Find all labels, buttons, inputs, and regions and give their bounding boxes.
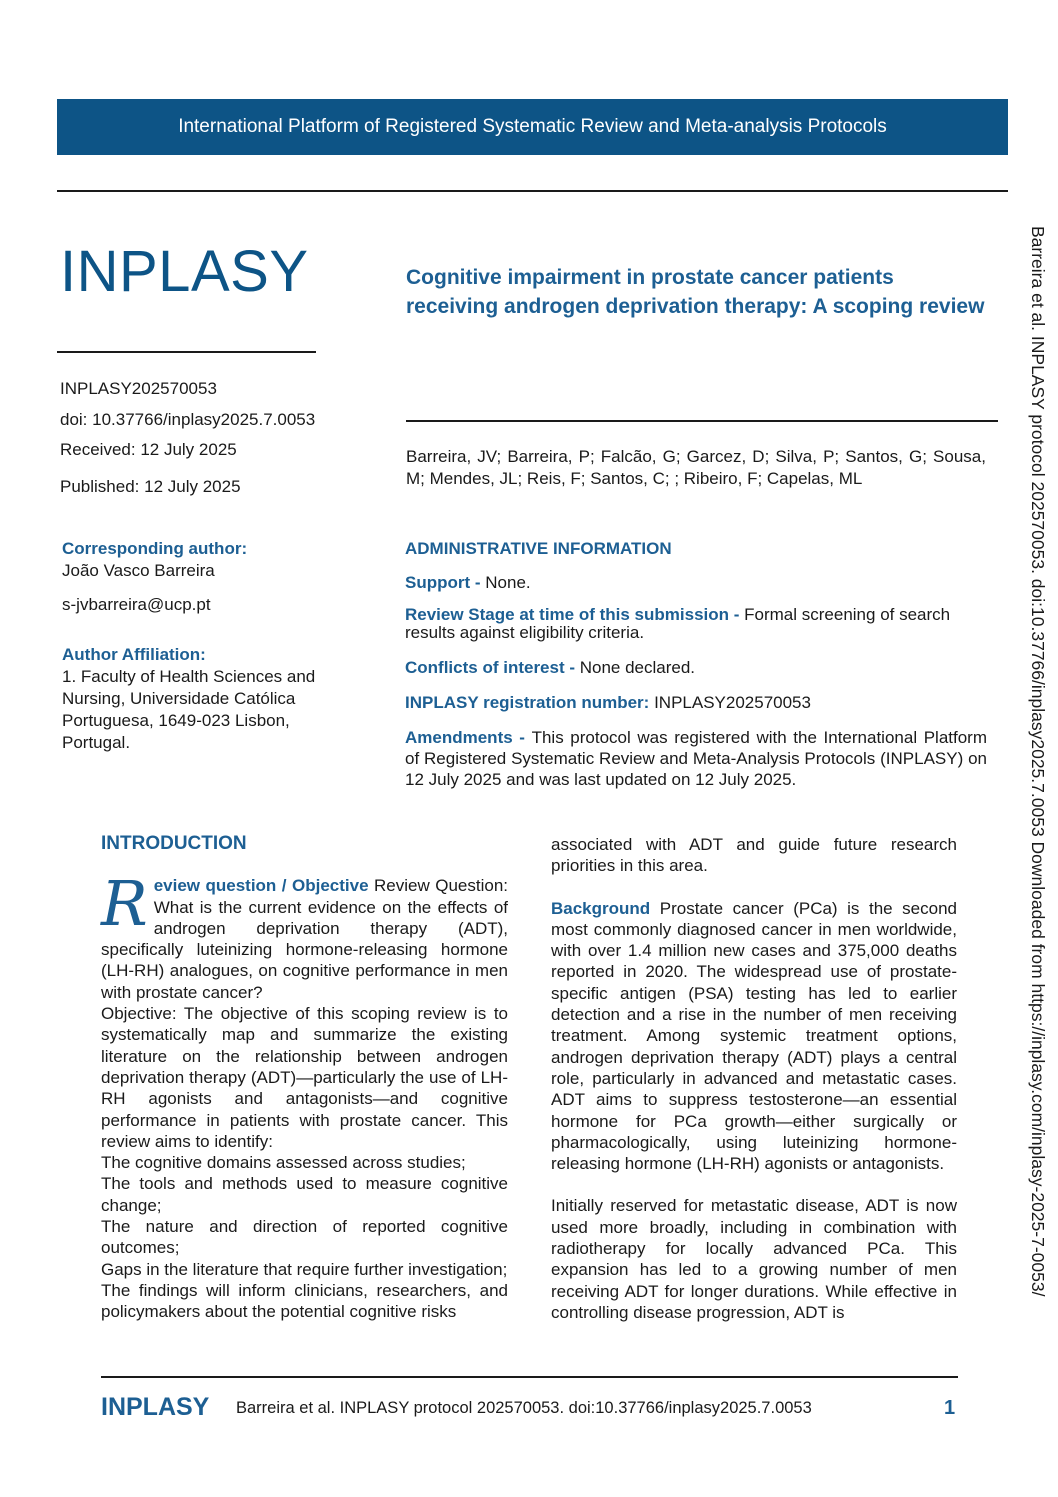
- objective-item-3: The nature and direction of reported cognitive outcomes;: [101, 1217, 508, 1258]
- objective-paragraph: Objective: The objective of this scoping review is to systematically map and summarize the existing literature on the relationship between androgen deprivation therapy (ADT)—particularly the use of LH-RH agonists and antagonists—and cognitive performance in patients with prostate cancer. This review aims to identify:: [101, 1004, 508, 1151]
- header-banner: International Platform of Registered Systematic Review and Meta-analysis Protocols: [57, 99, 1008, 155]
- objective-item-2: The tools and methods used to measure cognitive change;: [101, 1174, 508, 1215]
- corresponding-author: [62, 538, 352, 616]
- intro-column-left: [101, 833, 508, 1323]
- brand-logo: INPLASY: [60, 239, 309, 304]
- review-stage-value: Formal screening of search results against eligibility criteria.: [405, 605, 951, 642]
- corresponding-heading: Corresponding author:: [62, 539, 248, 558]
- background-label: Background: [551, 898, 651, 918]
- objective-item-4: Gaps in the literature that require further investigation;: [101, 1259, 508, 1279]
- support-value: None.: [485, 573, 531, 592]
- footer-citation: Barreira et al. INPLASY protocol 202570053. doi:10.37766/inplasy2025.7.0053: [236, 1399, 812, 1417]
- admin-heading: [405, 538, 987, 559]
- intro-heading: INTRODUCTION: [101, 833, 247, 854]
- conflicts-value: None declared.: [579, 658, 696, 677]
- top-divider: [57, 190, 1008, 192]
- corresponding-email: s-jvbarreira@ucp.pt: [62, 595, 211, 614]
- findings-paragraph: The findings will inform clinicians, researchers, and policymakers about the potential cognitive risks: [101, 1280, 508, 1322]
- registration-id: INPLASY202570053: [60, 379, 217, 398]
- admin-title: ADMINISTRATIVE INFORMATION: [405, 539, 672, 558]
- support-row: [405, 572, 987, 593]
- registration-value: INPLASY202570053: [654, 693, 811, 712]
- amendments-row: [405, 727, 987, 790]
- doi: doi: 10.37766/inplasy2025.7.0053: [60, 410, 316, 429]
- paper-title: Cognitive impairment in prostate cancer patients receiving androgen deprivation therapy: A scoping review: [406, 266, 985, 318]
- intro-column-right: [551, 834, 957, 1323]
- title-divider: [406, 420, 998, 422]
- conflicts-row: [405, 657, 987, 678]
- support-label: Support -: [405, 573, 486, 592]
- corresponding-name: João Vasco Barreira: [62, 561, 215, 580]
- affiliation-heading: Author Affiliation:: [62, 645, 206, 664]
- page-number: 1: [944, 1397, 956, 1419]
- amendments-value: This protocol was registered with the International Platform of Registered Systematic Review and Meta-Analysis Protocols (INPLASY) on 12 July 2025 and was last updated on 12 July 2025.: [405, 728, 987, 789]
- brand-underline: [57, 351, 316, 353]
- registration-label: INPLASY registration number:: [405, 693, 655, 712]
- objective-item-1: The cognitive domains assessed across studies;: [101, 1153, 466, 1173]
- author-list: Barreira, JV; Barreira, P; Falcão, G; Garcez, D; Silva, P; Santos, G; Sousa, M; Mendes, JL; Reis, F; Santos, C; ; Ribeiro, F; Capelas, ML: [406, 447, 986, 488]
- background-paragraph: [551, 898, 957, 1175]
- background-text: Prostate cancer (PCa) is the second most commonly diagnosed cancer in men worldwide, with over 1.4 million new cases and 375,000 deaths reported in 2020. The widespread use of prostate-specific antigen (PSA) testing has led to earlier detection and a rise in the number of men receiving treatment. Among systemic treatment options, androgen deprivation therapy (ADT) plays a central role, particularly in advanced and metastatic cases. ADT aims to suppress testosterone—an essential hormone for PCa growth—either surgically or pharmacologically, using luteinizing hormone-releasing hormone (LH-RH) agonists or antagonists.: [551, 898, 957, 1174]
- continued-text: associated with ADT and guide future research priorities in this area.: [551, 835, 957, 876]
- received-date: Received: 12 July 2025: [60, 440, 237, 459]
- review-question-label: eview question / Objective: [153, 876, 369, 896]
- review-stage-label: Review Stage at time of this submission -: [405, 605, 745, 624]
- registration-row: [405, 692, 987, 713]
- side-citation: Barreira et al. INPLASY protocol 202570053. doi:10.37766/inplasy2025.7.0053 Downloaded from https://inplasy.com/inplasy-2025-7-0053/: [1028, 226, 1048, 1297]
- footer-brand: INPLASY: [101, 1393, 210, 1421]
- amendments-label: Amendments -: [405, 728, 532, 747]
- review-question-paragraph: [101, 867, 508, 1003]
- review-question-text: Review Question: What is the current evidence on the effects of androgen deprivation therapy (ADT), specifically luteinizing hormone-releasing hormone (LH-RH) analogues, on cognitive performance in men with prostate cancer?: [101, 876, 508, 1002]
- author-affiliation: [62, 644, 352, 754]
- footer-divider: [101, 1376, 958, 1378]
- published-date: Published: 12 July 2025: [60, 477, 241, 496]
- conflicts-label: Conflicts of interest -: [405, 658, 580, 677]
- review-stage-row: [405, 606, 987, 642]
- drop-cap: R: [101, 867, 148, 941]
- adt-paragraph: Initially reserved for metastatic disease, ADT is now used more broadly, including in combination with radiotherapy for locally advanced PCa. This expansion has led to a growing number of men receiving ADT for longer durations. While effective in controlling disease progression, ADT is: [551, 1196, 957, 1322]
- affiliation-text: 1. Faculty of Health Sciences and Nursing, Universidade Católica Portuguesa, 1649-023 Lisbon, Portugal.: [62, 667, 316, 752]
